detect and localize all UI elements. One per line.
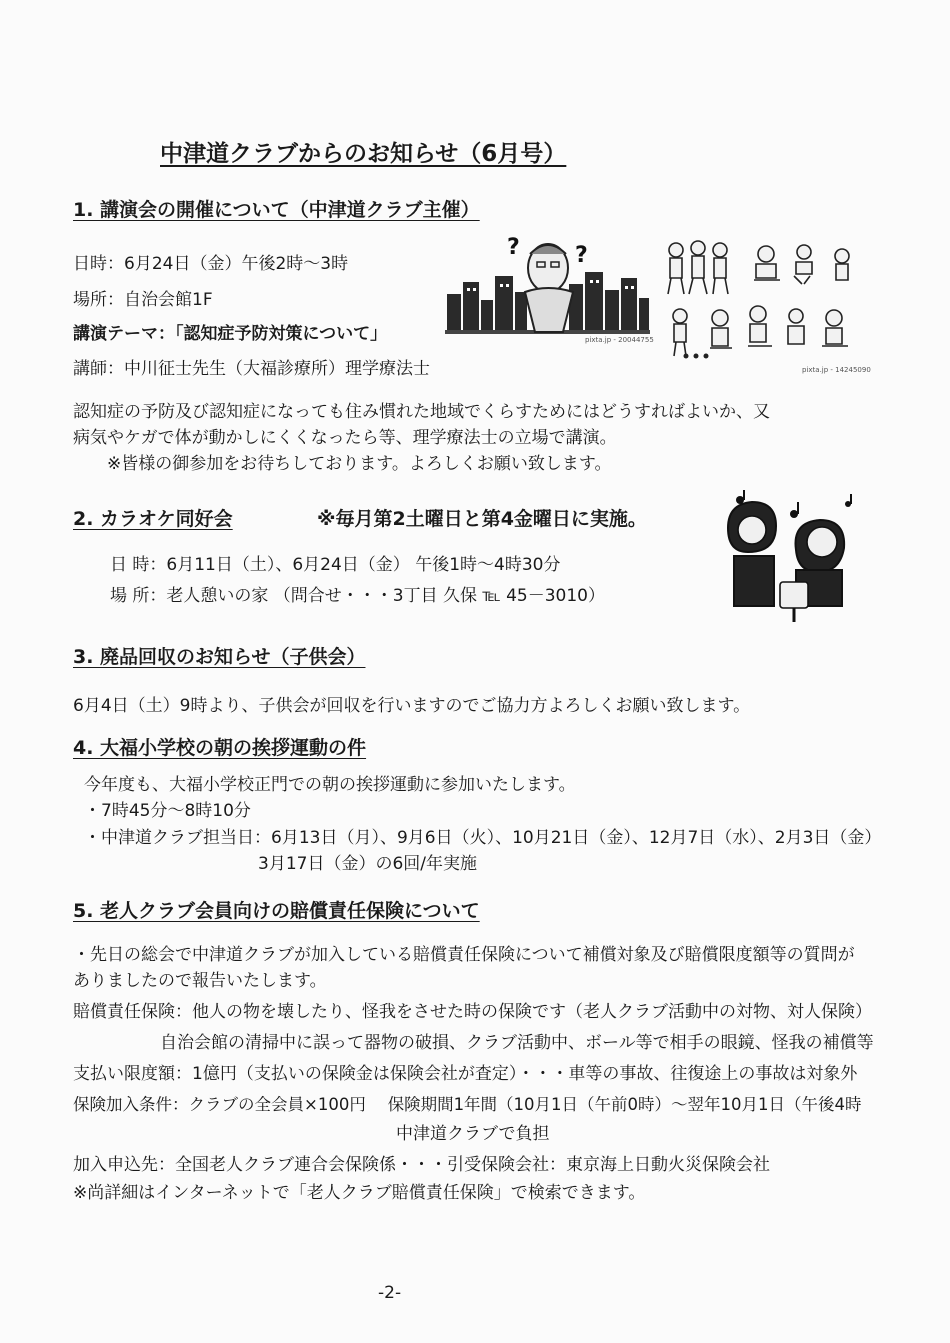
greeting-body: 今年度も、大福小学校正門での朝の挨拶運動に参加いたします。 — [84, 775, 576, 795]
karaoke-place: 場 所：老人憩いの家 （問合せ・・・3丁目 久保 ℡ 45－3010） — [110, 586, 605, 606]
insurance-line5: 支払い限度額：1億円（支払いの保険金は保険会社が査定）・・・車等の事故、往復途上の事故は対象外 — [73, 1064, 858, 1084]
section1-heading: 1. 講演会の開催について（中津道クラブ主催） — [73, 199, 480, 221]
greeting-time: ・7時45分～8時10分 — [84, 801, 251, 821]
lecture-place: 場所：自治会館1F — [73, 290, 213, 310]
elderly-exercise-illustration — [662, 236, 871, 376]
lecture-date: 日時：6月24日（金）午後2時～3時 — [73, 254, 349, 274]
illustration1-credit: pixta.jp - 20044755 — [585, 336, 654, 344]
dementia-man-illustration — [445, 232, 654, 350]
karaoke-singers-illustration — [720, 490, 860, 625]
page-title: 中津道クラブからのお知らせ（6月号） — [160, 141, 567, 167]
greeting-dates-line1: ・中津道クラブ担当日：6月13日（月）、9月6日（火）、10月21日（金）、12月7日（水）、2月3日（金） — [84, 828, 882, 848]
insurance-line1: ・先日の総会で中津道クラブが加入している賠償責任保険について補償対象及び賠償限度額等の質問が — [73, 945, 855, 965]
page-number: -2- — [378, 1283, 402, 1303]
section3-heading: 3. 廃品回収のお知らせ（子供会） — [73, 646, 366, 668]
lecture-body-line1: 認知症の予防及び認知症になっても住み慣れた地域でくらすためにはどうすればよいか、又 — [73, 402, 770, 422]
section4-heading: 4. 大福小学校の朝の挨拶運動の件 — [73, 737, 367, 759]
lecture-theme: 講演テーマ：「認知症予防対策について」 — [73, 324, 388, 344]
lecture-body-line2: 病気やケガで体が動かしにくくなったら等、理学療法士の立場で講演。 — [73, 428, 617, 448]
illustration2-credit: pixta.jp - 14245090 — [802, 366, 871, 374]
karaoke-date: 日 時：6月11日（土）、6月24日（金） 午後1時～4時30分 — [110, 555, 561, 575]
insurance-line8: 加入申込先：全国老人クラブ連合会保険係・・・引受保険会社：東京海上日動火災保険会社 — [73, 1155, 770, 1175]
section5-heading: 5. 老人クラブ会員向けの賠償責任保険について — [73, 900, 480, 922]
insurance-line3: 賠償責任保険：他人の物を壊したり、怪我をさせた時の保険です（老人クラブ活動中の対物、対人保険） — [73, 1002, 872, 1022]
insurance-line7: 中津道クラブで負担 — [396, 1124, 550, 1144]
section2-heading: 2. カラオケ同好会 — [73, 508, 233, 530]
insurance-line4: 自治会館の清掃中に誤って器物の破損、クラブ活動中、ボール等で相手の眼鏡、怪我の補償等 — [160, 1033, 874, 1053]
insurance-line9: ※尚詳細はインターネットで「老人クラブ賠償責任保険」で検索できます。 — [73, 1183, 646, 1203]
lecture-lecturer: 講師：中川征士先生（大福診療所）理学療法士 — [73, 359, 430, 379]
greeting-dates-line2: 3月17日（金）の6回/年実施 — [258, 854, 477, 874]
karaoke-schedule: ※毎月第2土曜日と第4金曜日に実施。 — [317, 508, 647, 530]
svg-text:?: ? — [575, 243, 588, 268]
insurance-line6: 保険加入条件：クラブの全会員×100円 保険期間1年間（10月1日（午前0時）～翌年10月1日（午後4時 — [73, 1095, 862, 1114]
collection-body: 6月4日（土）9時より、子供会が回収を行いますのでご協力方よろしくお願い致します。 — [73, 696, 751, 716]
svg-text:?: ? — [507, 235, 520, 260]
lecture-note: ※皆様の御参加をお待ちしております。よろしくお願い致します。 — [107, 454, 612, 474]
insurance-line2: ありましたので報告いたします。 — [73, 971, 327, 991]
